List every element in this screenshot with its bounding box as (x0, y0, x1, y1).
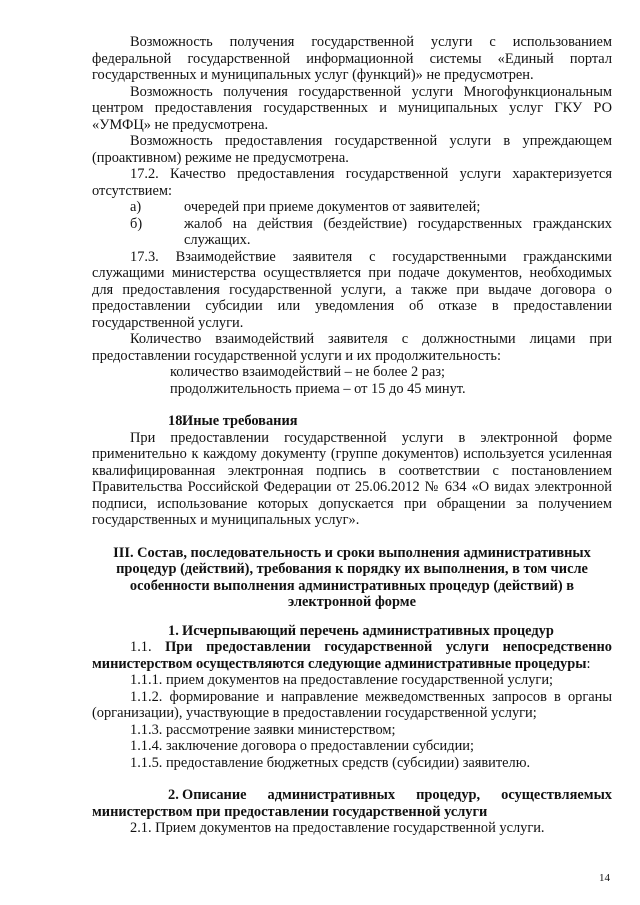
interactions-count: количество взаимодействий – не более 2 раз; (170, 364, 446, 380)
heading-1 (92, 623, 612, 640)
paragraph-17-3: 17.3. Взаимодействие заявителя с государственными гражданскими служащими министерства осуществляется при подаче документов, необходимых для предоставления государственной услуги, а также при выдаче договора о предоставлении субсидии или уведомления об отказе в предоставлении государственной услуги. (92, 248, 612, 331)
item-lead-text: При предоставлении государственной услуги непосредственно министерством осуществляются следующие административные процедуры (92, 639, 612, 672)
item-number: 1.1. (130, 639, 152, 655)
heading-number: 18. (168, 413, 186, 429)
paragraph-interactions: Количество взаимодействий заявителя с должностными лицами при предоставлении государственной услуги и их продолжительность: (92, 331, 612, 364)
list-text: жалоб на действия (бездействие) государственных гражданских служащих. (184, 215, 612, 248)
heading-2 (92, 787, 612, 820)
heading-title: Иные требования (182, 413, 298, 429)
list-marker: б) (130, 215, 143, 232)
heading-title: Описание административных процедур, осуществляемых министерством при предоставлении государственной услуги (92, 787, 612, 820)
paragraph-1-1-2: 1.1.2. формирование и направление межведомственных запросов в органы (организации), участвующие в предоставлении государственной услуги; (92, 688, 612, 721)
paragraph-portal: Возможность получения государственной услуги с использованием федеральной государственной информационной системы «Единый портал государственных и муниципальных услуг (функций)» не предусмотрен. (92, 34, 612, 83)
paragraph-1-1 (92, 639, 612, 672)
section-iii-title: III. Состав, последовательность и сроки выполнения административных процедур (действий), требования к порядку их выполнения, в том числе особенности выполнения административных процедур (действий) в электронной форме (113, 544, 591, 610)
paragraph-1-1-5: 1.1.5. предоставление бюджетных средств (субсидии) заявителю. (130, 754, 531, 771)
list-marker: а) (130, 199, 142, 215)
list-item-b (92, 216, 612, 249)
document-page (92, 34, 612, 837)
paragraph-mfc: Возможность получения государственной услуги Многофункциональным центром предоставления государственных и муниципальных услуг ГКУ РО «УМФЦ» не предусмотрена. (92, 83, 612, 133)
paragraph-18: При предоставлении государственной услуги в электронной форме применительно к каждому документу (группе документов) используется усиленная квалифицированная электронная подпись в соответствии с постановлением Правительства Российской Федерации от 25.06.2012 № 634 «О видах электронной подписи, использование которых допускается при обращении за получением государственных и муниципальных услуг». (92, 429, 612, 528)
paragraph-1-1-3: 1.1.3. рассмотрение заявки министерством; (130, 721, 396, 738)
interactions-duration: продолжительность приема – от 15 до 45 минут. (170, 380, 466, 397)
list-text: очередей при приеме документов от заявителей; (184, 199, 481, 215)
paragraph-1-1-1: 1.1.1. прием документов на предоставление государственной услуги; (130, 672, 554, 688)
paragraph-2-1: 2.1. Прием документов на предоставление государственной услуги. (130, 820, 545, 836)
heading-18 (92, 413, 612, 430)
paragraph-17-2: 17.2. Качество предоставления государственной услуги характеризуется отсутствием: (92, 166, 612, 199)
heading-number: 1. (168, 622, 179, 639)
list-item-a (92, 199, 612, 216)
heading-title: Исчерпывающий перечень административных процедур (182, 622, 554, 639)
item-colon: : (586, 655, 591, 672)
page-number: 14 (599, 872, 610, 884)
paragraph-proactive: Возможность предоставления государственной услуги в упреждающем (проактивном) режиме не предусмотрена. (92, 133, 612, 166)
heading-number: 2. (168, 787, 179, 803)
paragraph-1-1-4: 1.1.4. заключение договора о предоставлении субсидии; (130, 738, 474, 754)
